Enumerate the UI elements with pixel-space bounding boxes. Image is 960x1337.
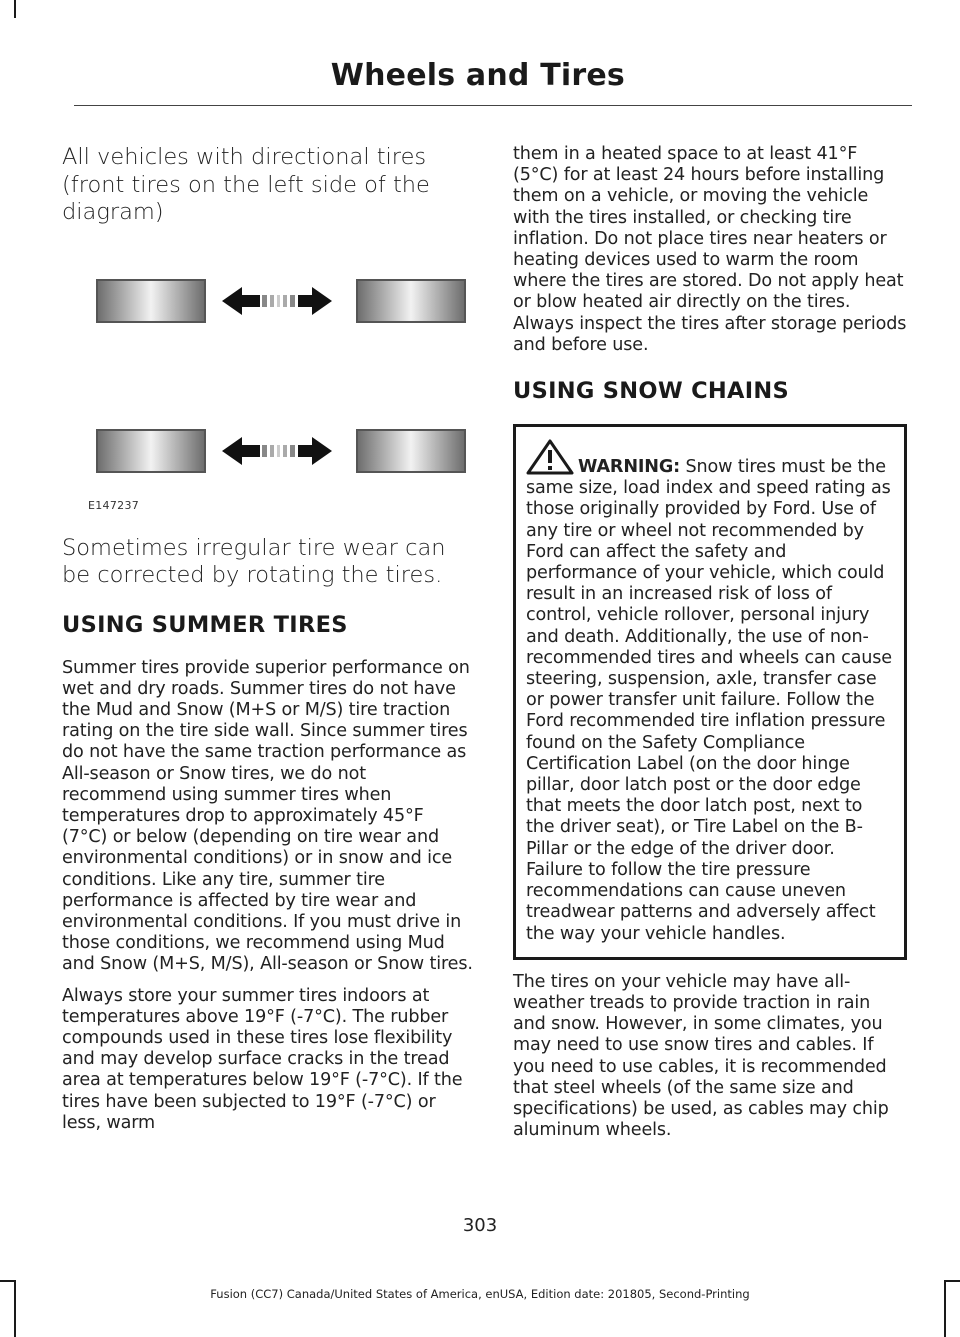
rotation-arrow-top (222, 281, 332, 321)
diagram-id: E147237 (88, 498, 140, 512)
paragraph-continuation: them in a heated space to at least 41°F (5°C) for at least 24 hours before installing them on a vehicle, or moving the vehicle with the tires installed, or checking tire inflation. Do not place tires near heaters or heating devices used to warm the room where the tires are stored. Do not apply heat or blow heated air directly on the tires. Always inspect the tires after storage periods and before use. (513, 144, 907, 355)
warning-body: Snow tires must be the same size, load index and speed rating as those originally provided by Ford. Use of any tire or wheel not recommended by Ford can affect the safety and performance of your vehicle, which could result in an increased risk of loss of control, vehicle rollover, personal injury and death. Additionally, the use of non-recommended tires and wheels can cause steering, suspension, axle, transfer case or power transfer unit failure. Follow the Ford recommended tire inflation pressure found on the Safety Compliance Certification Label (on the door hinge pillar, door latch post or the door edge that meets the door latch post, next to the driver seat), or Tire Label on the B-Pillar or the edge of the driver door. Failure to follow the tire pressure recommendations can cause uneven treadwear patterns and adversely affect the way your vehicle handles. (526, 457, 892, 944)
tire-front-left (96, 279, 206, 323)
warning-text (526, 457, 894, 945)
rotation-note: Sometimes irregular tire wear can be corrected by rotating the tires. (62, 534, 446, 588)
section-heading-snow-chains: USING SNOW CHAINS (513, 378, 790, 405)
right-column (513, 144, 907, 1151)
rotation-arrow-bottom (222, 431, 332, 471)
page-header-title: Wheels and Tires (330, 58, 625, 93)
crop-mark-bottom-left-h (0, 1280, 16, 1282)
tire-rotation-diagram (62, 279, 474, 519)
page-number: 303 (462, 1215, 498, 1236)
paragraph: The tires on your vehicle may have all-weather treads to provide traction in rain and snow. However, in some climates, you may need to use snow tires and cables. If you need to use cables, it is recommended that steel wheels (of the same size and specifications) be used, as cables may chip aluminum wheels. (513, 971, 889, 1141)
crop-mark-top-left (14, 0, 16, 18)
paragraph: Always store your summer tires indoors at temperatures above 19°F (-7°C). The rubber compounds used in these tires lose flexibility and may develop surface cracks in the tread area at temperatures below 19°F (-7°C). If the tires have been subjected to 19°F (-7°C) or less, warm (62, 985, 463, 1133)
paragraph: Summer tires provide superior performance on wet and dry roads. Summer tires do not have the Mud and Snow (M+S or M/S) tire traction rating on the tire side wall. Since summer tires do not have the same traction performance as All-season or Snow tires, we do not recommend using summer tires when temperatures drop to approximately 45°F (7°C) or below (depending on tire wear and environmental conditions) or in snow and ice conditions. Like any tire, summer tire performance is affected by tire wear and environmental conditions. If you must drive in those conditions, we recommend using Mud and Snow (M+S, M/S), All-season or Snow tires. (62, 657, 473, 975)
left-column (62, 144, 474, 1144)
section-heading-summer-tires: USING SUMMER TIRES (62, 611, 348, 638)
warning-triangle-icon (526, 439, 574, 475)
tire-rear-right (356, 429, 466, 473)
warning-box (513, 424, 907, 960)
tire-front-right (96, 429, 206, 473)
header-divider (74, 105, 912, 106)
warning-label: WARNING: (578, 457, 681, 478)
diagram-caption: All vehicles with directional tires (front tires on the left side of the diagram) (62, 144, 430, 225)
tire-rear-left (356, 279, 466, 323)
crop-mark-bottom-right-h (944, 1280, 960, 1282)
footer-edition: Fusion (CC7) Canada/United States of America, enUSA, Edition date: 201805, Second-Printing (210, 1287, 750, 1301)
